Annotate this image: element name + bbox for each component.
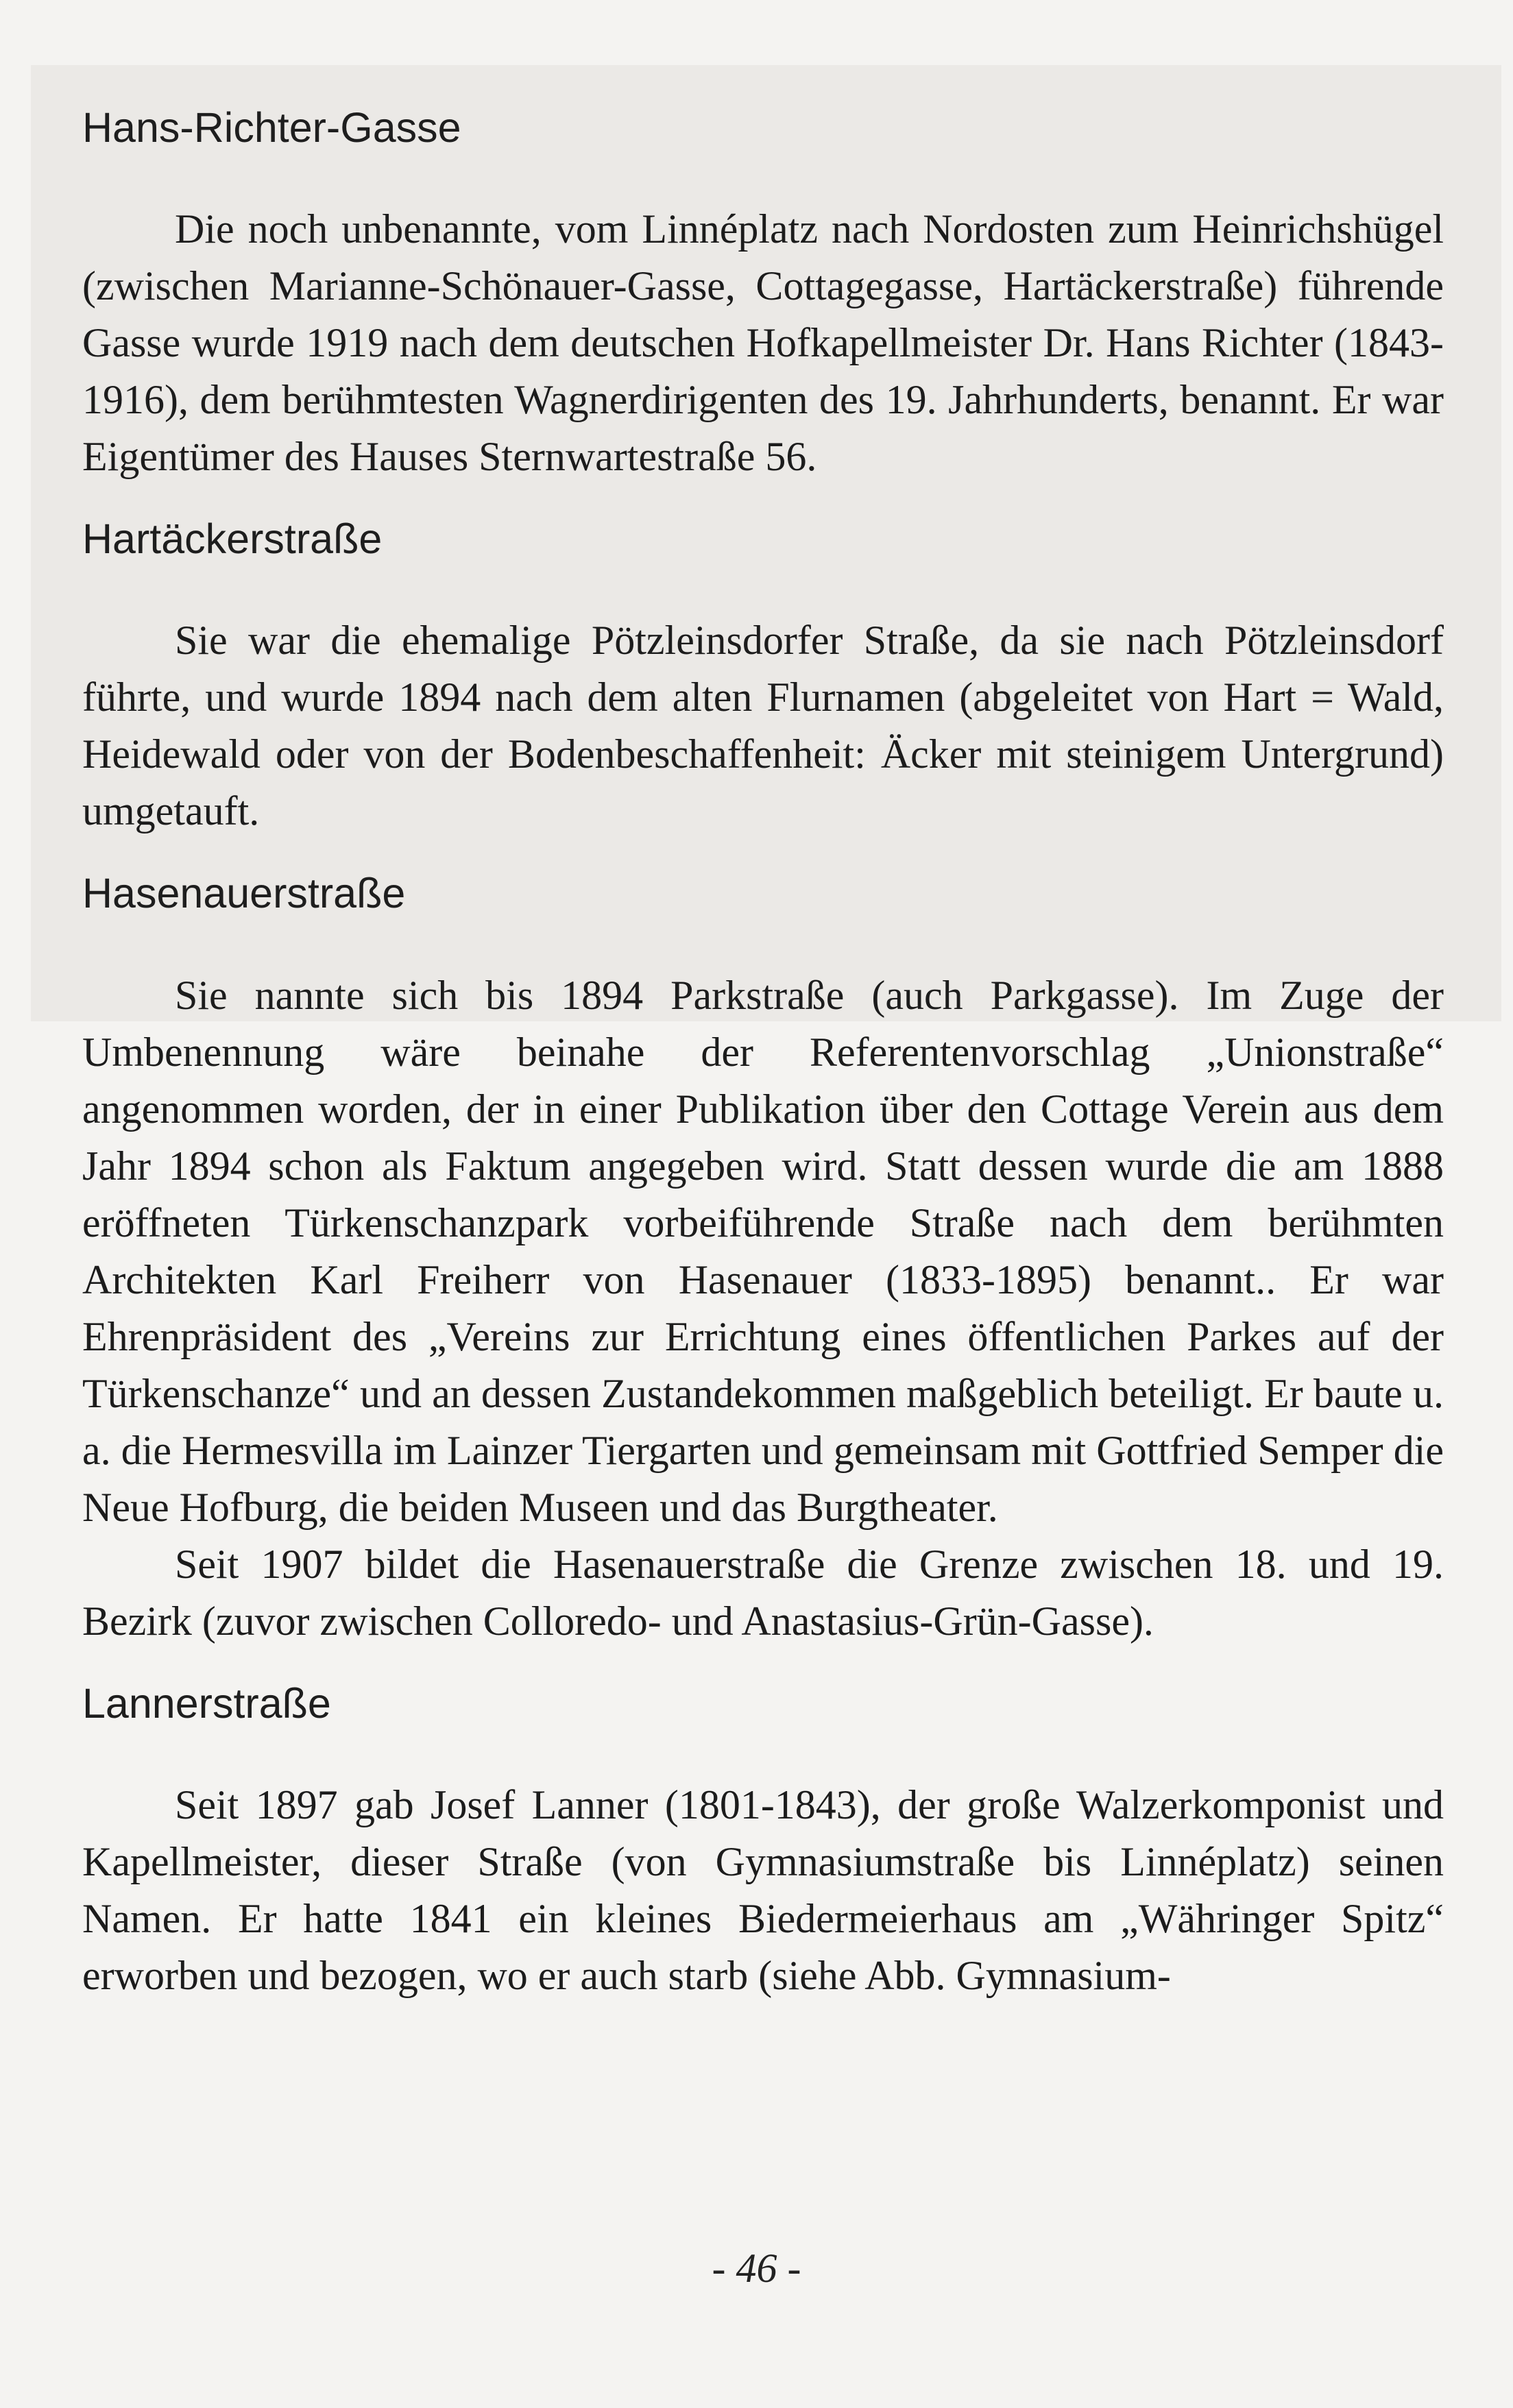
section-heading: Hasenauerstraße: [82, 870, 406, 917]
section-hartaeckerstrasse: [82, 514, 1444, 840]
paragraph: Die noch unbenannte, vom Linnéplatz nach Nordosten zum Heinrichshügel (zwischen Marianne-Schönauer-Gasse, Cottagegasse, Hartäckerstraße) führende Gasse wurde 1919 nach dem deutschen Hofkapellmeister Dr. Hans Richter (1843-1916), dem berühmtesten Wagnerdirigenten des 19. Jahrhunderts, benannt. Er war Eigentümer des Hauses Sternwartestraße 56.: [82, 206, 1444, 480]
section-hasenauerstrasse: [82, 868, 1444, 1649]
document-body: [82, 103, 1444, 2033]
paragraph: Sie war die ehemalige Pötzleinsdorfer Straße, da sie nach Pötzleinsdorf führte, und wurde 1894 nach dem alten Flurnamen (abgeleitet von Hart = Wald, Heidewald oder von der Bodenbeschaffenheit: Äcker mit steinigem Untergrund) umgetauft.: [82, 618, 1444, 834]
section-heading: Hartäckerstraße: [82, 515, 383, 563]
section-hans-richter-gasse: [82, 103, 1444, 485]
page-number: - 46 -: [712, 2246, 801, 2291]
section-heading: Hans-Richter-Gasse: [82, 104, 461, 151]
paragraph: Seit 1907 bildet die Hasenauerstraße die Grenze zwischen 18. und 19. Bezirk (zuvor zwischen Colloredo- und Anastasius-Grün-Gasse).: [82, 1541, 1444, 1644]
section-lannerstrasse: [82, 1679, 1444, 2004]
paragraph: Seit 1897 gab Josef Lanner (1801-1843), der große Walzerkomponist und Kapellmeister, dieser Straße (von Gymnasiumstraße bis Linnéplatz) seinen Namen. Er hatte 1841 ein kleines Biedermeierhaus am „Währinger Spitz“ erworben und bezogen, wo er auch starb (siehe Abb. Gymnasium-: [82, 1781, 1444, 1998]
section-heading: Lannerstraße: [82, 1679, 331, 1727]
paragraph: Sie nannte sich bis 1894 Parkstraße (auch Parkgasse). Im Zuge der Umbenennung wäre beinahe der Referentenvorschlag „Unionstraße“ angenommen worden, der in einer Publikation über den Cottage Verein aus dem Jahr 1894 schon als Faktum angegeben wird. Statt dessen wurde die am 1888 eröffneten Türkenschanzpark vorbeiführende Straße nach dem berühmten Architekten Karl Freiherr von Hasenauer (1833-1895) benannt.. Er war Ehrenpräsident des „Vereins zur Errichtung eines öffentlichen Parkes auf der Türkenschanze“ und an dessen Zustandekommen maßgeblich beteiligt. Er baute u. a. die Hermesvilla im Lainzer Tiergarten und gemeinsam mit Gottfried Semper die Neue Hofburg, die beiden Museen und das Burgtheater.: [82, 972, 1444, 1530]
